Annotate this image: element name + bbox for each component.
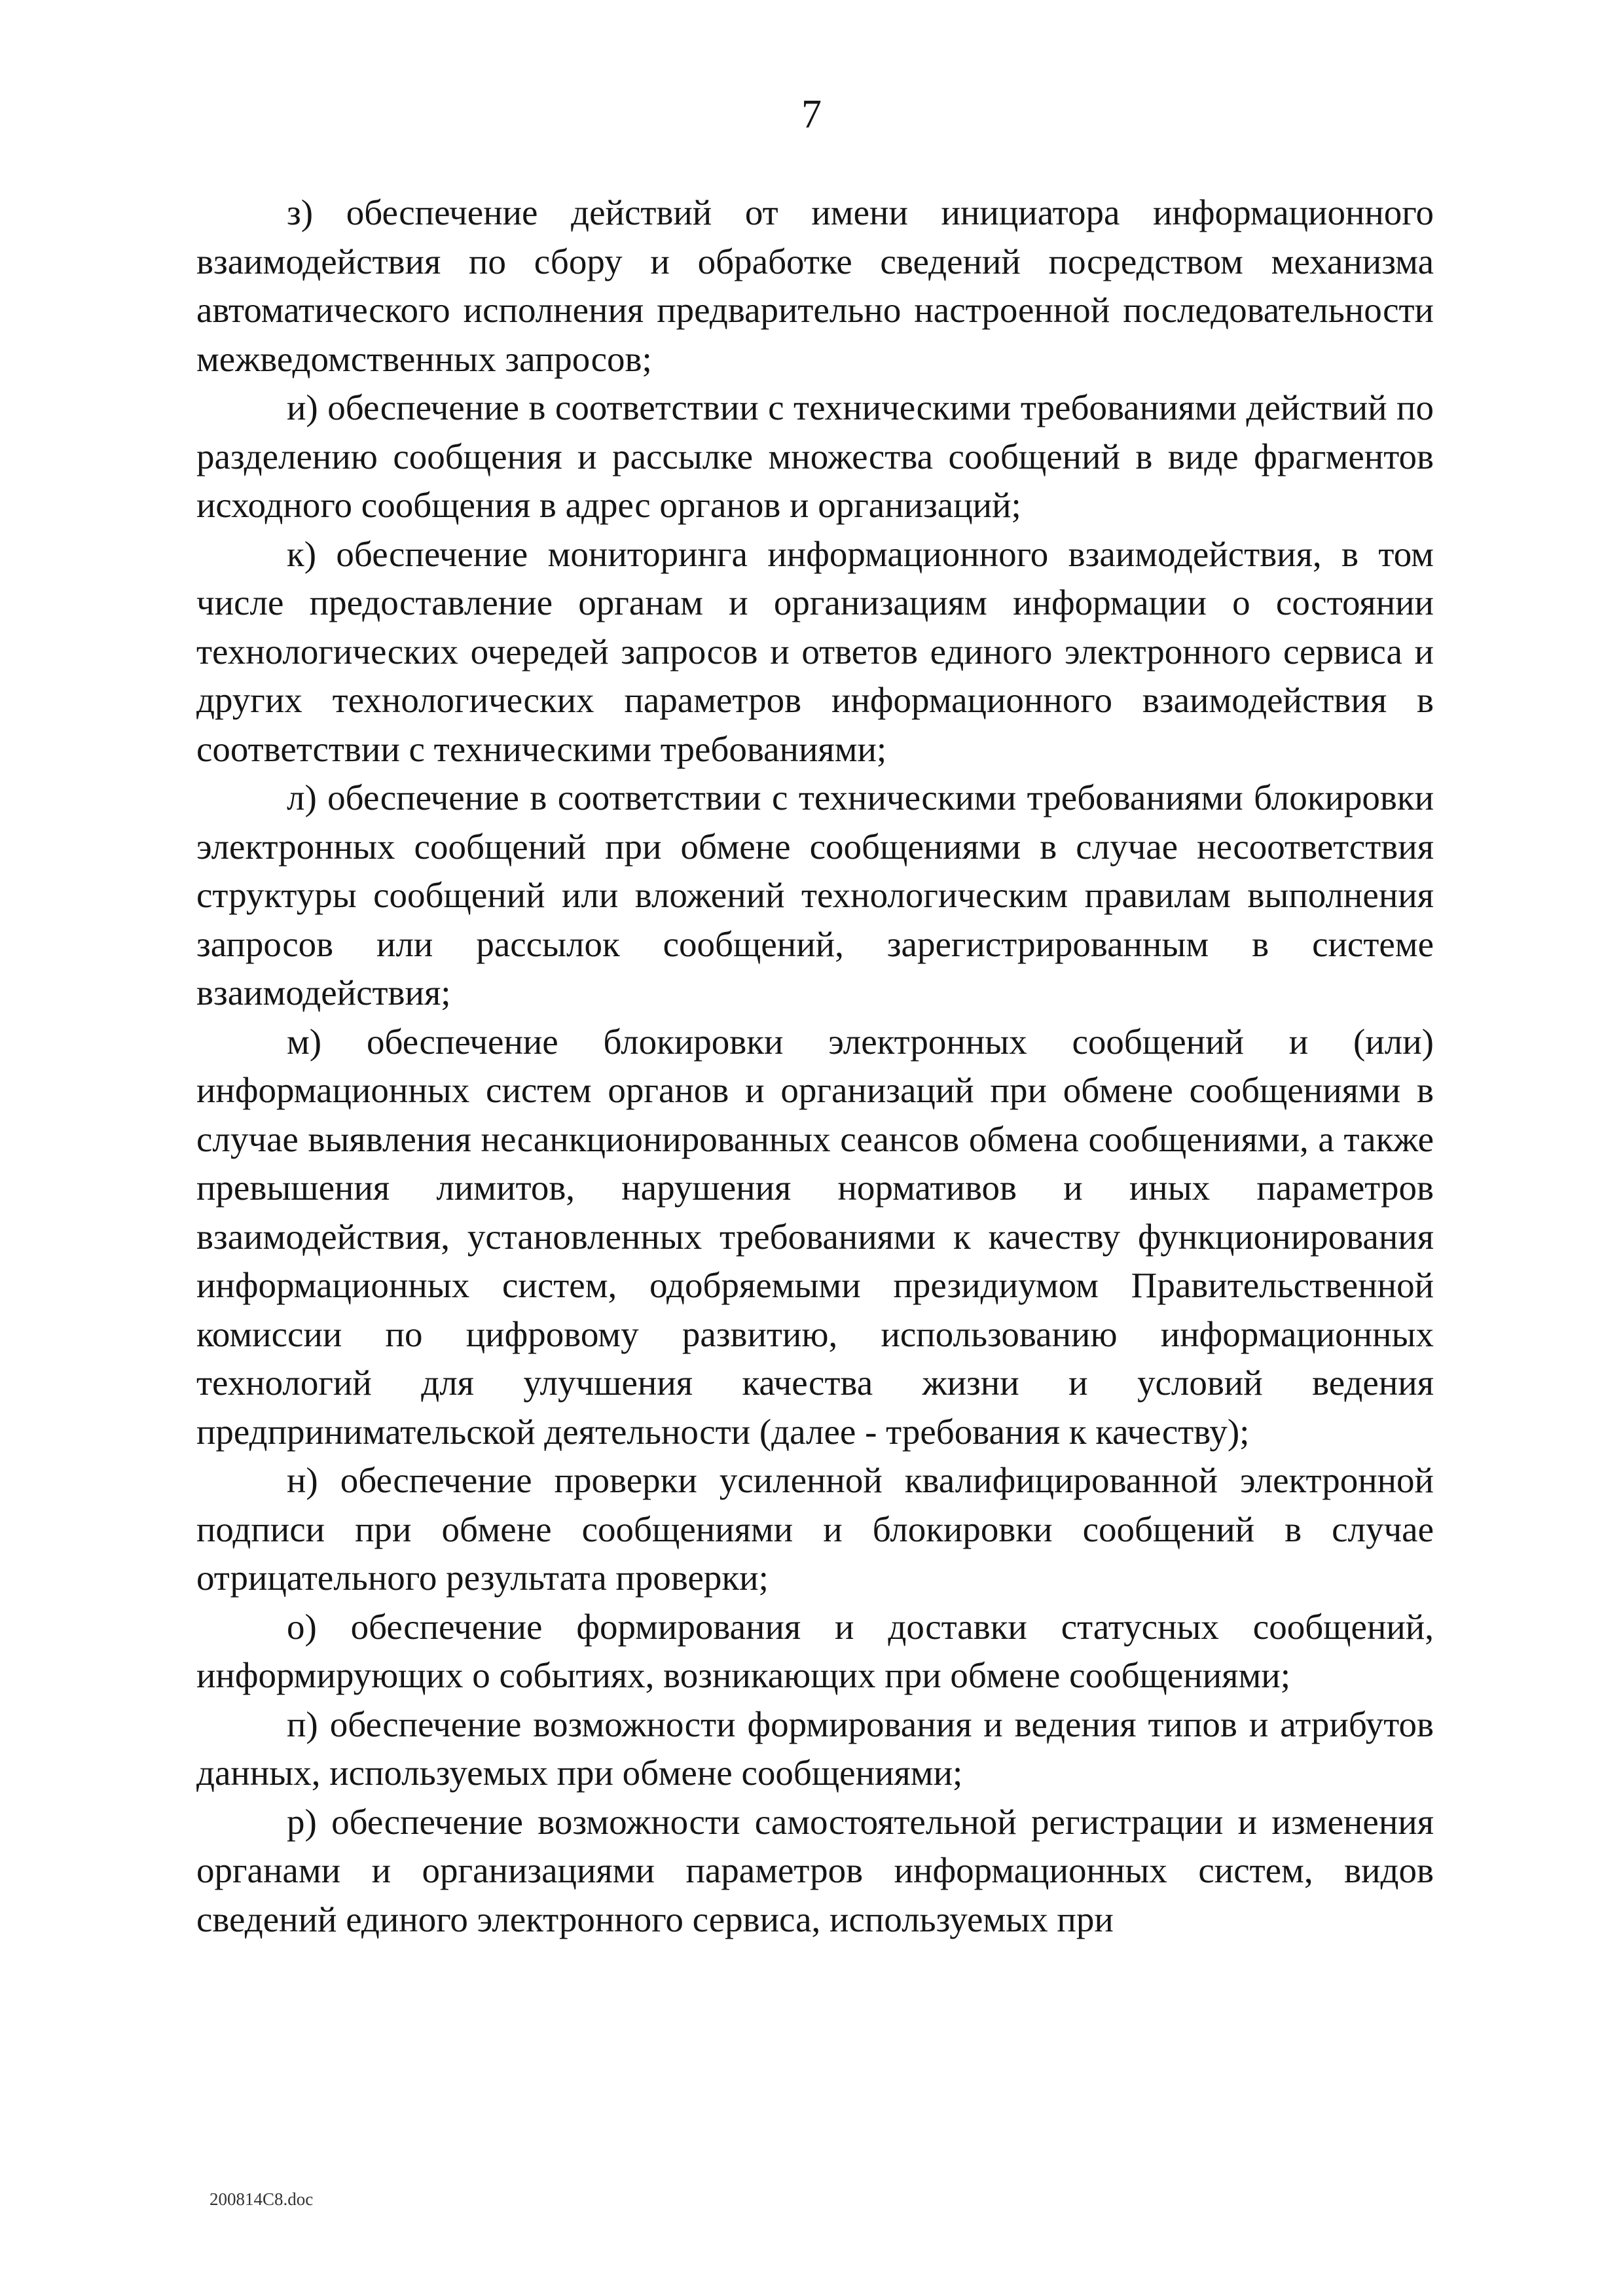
- page-number: 7: [801, 92, 822, 137]
- paragraph-l: л) обеспечение в соответствии с техническими требованиями блокировки электронных сообщений при обмене сообщениями в случае несоответствия структуры сообщений или вложений технологическим правилам выполнения запросов или рассылок сообщений, зарегистрированным в системе взаимодействия;: [196, 778, 1434, 1013]
- paragraph-m: м) обеспечение блокировки электронных сообщений и (или) информационных систем органов и организаций при обмене сообщениями в случае выявления несанкционированных сеансов обмена сообщениями, а также превышения лимитов, нарушения нормативов и иных параметров взаимодействия, установленных требованиями к качеству функционирования информационных систем, одобряемыми президиумом Правительственной комиссии по цифровому развитию, использованию информационных технологий для улучшения качества жизни и условий ведения предпринимательской деятельности (далее - требования к качеству);: [196, 1021, 1434, 1452]
- paragraph-k: к) обеспечение мониторинга информационного взаимодействия, в том числе предоставление органам и организациям информации о состоянии технологических очередей запросов и ответов единого электронного сервиса и других технологических параметров информационного взаимодействия в соответствии с техническими требованиями;: [196, 533, 1434, 769]
- document-body: [196, 188, 1434, 1944]
- paragraph-i: и) обеспечение в соответствии с техническими требованиями действий по разделению сообщения и рассылке множества сообщений в виде фрагментов исходного сообщения в адрес органов и организаций;: [196, 387, 1434, 525]
- footer-filename: 200814C8.doc: [210, 2189, 314, 2209]
- paragraph-n: н) обеспечение проверки усиленной квалифицированной электронной подписи при обмене сообщениями и блокировки сообщений в случае отрицательного результата проверки;: [196, 1460, 1434, 1598]
- paragraph-p: п) обеспечение возможности формирования и ведения типов и атрибутов данных, используемых при обмене сообщениями;: [196, 1704, 1434, 1793]
- paragraph-r: р) обеспечение возможности самостоятельной регистрации и изменения органами и организациями параметров информационных систем, видов сведений единого электронного сервиса, используемых при: [196, 1801, 1434, 1939]
- paragraph-o: о) обеспечение формирования и доставки статусных сообщений, информирующих о событиях, возникающих при обмене сообщениями;: [196, 1606, 1434, 1695]
- paragraph-z: з) обеспечение действий от имени инициатора информационного взаимодействия по сбору и обработке сведений посредством механизма автоматического исполнения предварительно настроенной последовательности межведомственных запросов;: [196, 192, 1434, 379]
